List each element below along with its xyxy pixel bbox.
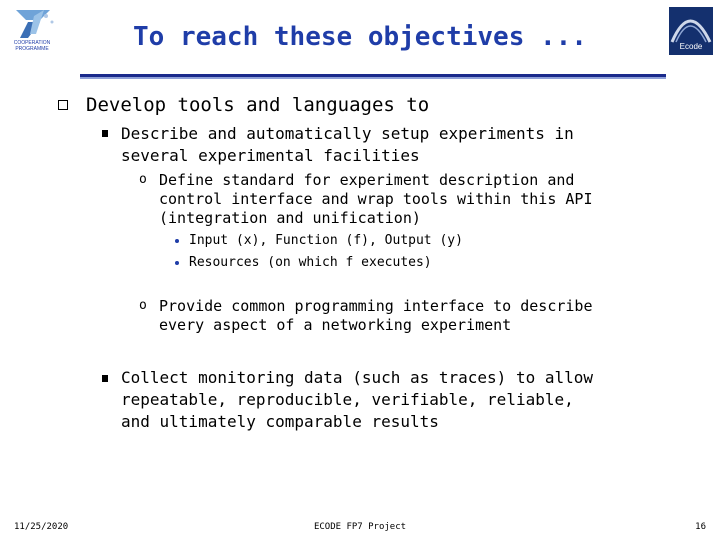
sub1-line2: control interface and wrap tools within this API: [159, 190, 593, 208]
footer-date: 11/25/2020: [14, 522, 69, 532]
sub2-line2: every aspect of a networking experiment: [159, 316, 512, 334]
sub1-line1: Define standard for experiment description and: [159, 171, 575, 189]
page-number: 16: [695, 522, 706, 532]
square-bullet-icon: [102, 130, 108, 137]
dot-bullet-icon: [175, 261, 179, 265]
sub1-bullet-1: Input (x), Function (f), Output (y): [189, 233, 463, 248]
item2-line2: repeatable, reproducible, verifiable, reliable,: [121, 390, 574, 409]
item1-line1: Describe and automatically setup experiments in: [121, 124, 574, 143]
hollow-square-bullet-icon: [58, 100, 68, 110]
fp7-logo-text: COOPERATION PROGRAMME: [13, 40, 51, 52]
footer-title: ECODE FP7 Project: [313, 522, 407, 532]
item1-line2: several experimental facilities: [121, 146, 420, 165]
square-bullet-icon: [102, 375, 108, 382]
item2-line3: and ultimately comparable results: [121, 412, 439, 431]
sub2-line1: Provide common programming interface to describe: [159, 297, 593, 315]
sub1-line3: (integration and unification): [159, 209, 421, 227]
sub1-bullet-2: Resources (on which f executes): [189, 255, 432, 270]
circle-bullet-icon: o: [139, 172, 147, 187]
item2-line1: Collect monitoring data (such as traces) to allow: [121, 368, 594, 387]
level1-text: Develop tools and languages to: [86, 94, 430, 116]
slide-title: To reach these objectives ...: [133, 22, 587, 52]
dot-bullet-icon: [175, 239, 179, 243]
circle-bullet-icon: o: [139, 298, 147, 313]
ecode-logo-text: Ecode: [679, 42, 703, 51]
title-rule-shadow: [80, 77, 666, 79]
